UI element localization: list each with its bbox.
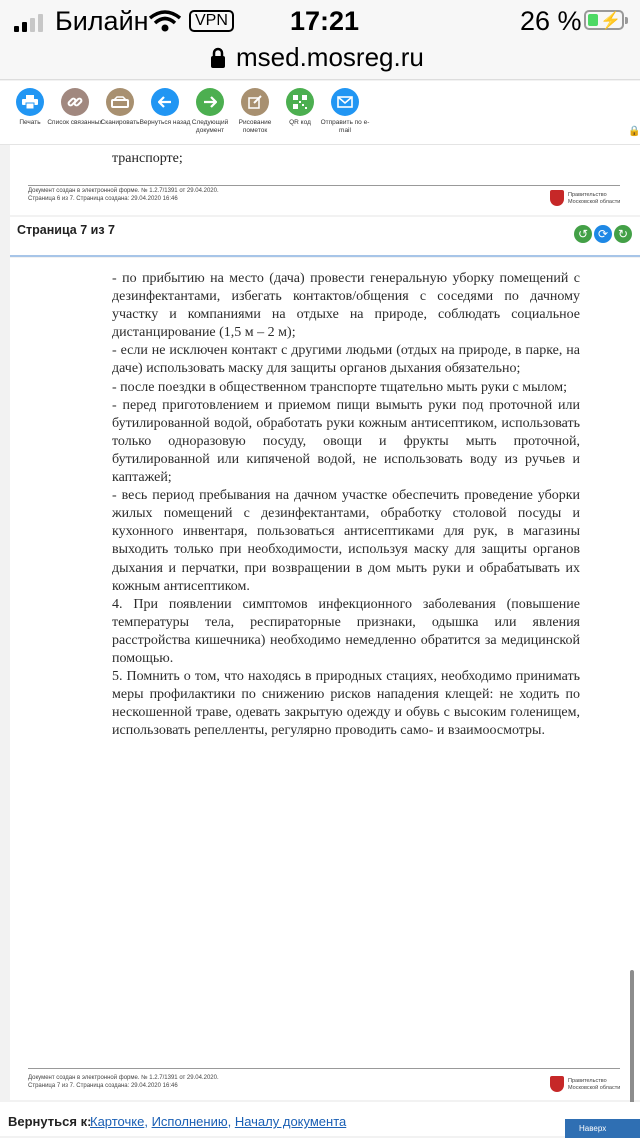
moscow-region-emblem-icon (550, 1076, 564, 1092)
print-label: Печать (19, 119, 41, 126)
pencil-icon (241, 88, 269, 116)
scan-label: Сканировать (100, 119, 140, 126)
document-toolbar (0, 81, 640, 145)
qr-icon (286, 88, 314, 116)
page-footer-line-2: Страница 7 из 7. Страница создана: 29.04.2020 16:46 (28, 1083, 178, 1089)
paragraph: 4. При появлении симптомов инфекционного заболевания (повышение температуры тела, респираторные признаки, одышка или явления расстройства кишечника) необходимо немедленно обратится за медицинской помощью. (112, 596, 580, 666)
page-title: Страница 7 из 7 (17, 223, 115, 237)
moscow-region-emblem-icon (550, 190, 564, 206)
cellular-signal-icon (14, 12, 43, 32)
paragraph: 5. Помнить о том, что находясь в природных стациях, необходимо принимать меры профилактики по снижению рисков нападения клещей: не ходить по нескошенной траве, одевать закрытую одежду и обувь с высоким голенищем, использовать репелленты, регулярно проводить само- и взаимоосмотры. (112, 669, 580, 739)
previous-page (10, 145, 640, 215)
back-label: Вернуться к: (8, 1114, 92, 1129)
mail-icon (331, 88, 359, 116)
draw-marks-label: Рисование пометок (238, 119, 272, 134)
rotate-right-icon[interactable]: ↻ (614, 225, 632, 243)
url-text[interactable]: msed.mosreg.ru (236, 42, 424, 72)
document-text (112, 270, 580, 740)
send-email-button[interactable] (316, 88, 374, 135)
clock: 17:21 (290, 6, 360, 36)
refresh-icon[interactable]: ⟳ (594, 225, 612, 243)
paragraph: - по прибытию на место (дача) провести генеральную уборку помещений с дезинфектантами, избегать контактов/общения с соседями по дачному участку и компаниями на отдыхе на природе, соблюдать социальное дистанцирование (1,5 м – 2 м); (112, 271, 580, 341)
link-icon (61, 88, 89, 116)
vpn-badge: VPN (189, 10, 234, 32)
document-page (10, 258, 640, 1100)
back-links: Карточке, Исполнению, Началу документа (90, 1114, 347, 1129)
scanner-icon (106, 88, 134, 116)
next-document-label: Следующий документ (191, 119, 229, 134)
link-document-start[interactable]: Началу документа (234, 1114, 347, 1129)
arrow-left-icon (151, 88, 179, 116)
footer-divider (28, 185, 620, 186)
wifi-icon (148, 10, 182, 32)
related-list-label: Список связанных (47, 119, 103, 126)
arrow-right-icon (196, 88, 224, 116)
status-bar (0, 0, 640, 42)
rotate-left-icon[interactable]: ↺ (574, 225, 592, 243)
scrollbar[interactable] (630, 970, 634, 1120)
lock-icon (210, 47, 226, 69)
address-bar[interactable] (0, 42, 640, 80)
back-navigation-bar (0, 1102, 640, 1136)
previous-page-footer-line-1: Документ создан в электронной форме. № 1.2.7/1391 от 29.04.2020. (28, 188, 219, 194)
emblem-caption: Правительство Московской области (568, 1078, 621, 1091)
footer-divider (28, 1068, 620, 1069)
link-execution[interactable]: Исполнению (151, 1114, 228, 1129)
battery-icon: ⚡ (584, 10, 624, 30)
small-lock-icon: 🔒 (628, 126, 640, 137)
qr-code-label: QR код (289, 119, 311, 126)
previous-page-footer-line-2: Страница 6 из 7. Страница создана: 29.04.2020 16:46 (28, 196, 178, 202)
scroll-to-top-button[interactable] (565, 1119, 640, 1138)
go-back-label: Вернуться назад (139, 119, 191, 126)
page-header (10, 217, 640, 257)
printer-icon (16, 88, 44, 116)
previous-page-last-line: транспорте; (112, 151, 183, 166)
emblem-caption: Правительство Московской области (568, 192, 621, 205)
paragraph: - перед приготовлением и приемом пищи вымыть руки под проточной или бутилированной водой, обработать руки кожным антисептиком, использовать только одноразовую посуду, овощи и фрукты мыть проточной, бутилированной или кипяченой водой, не использовать воду из ручьев и каптажей; (112, 397, 580, 486)
paragraph: - весь период пребывания на дачном участке обеспечить проведение уборки жилых помещений с дезинфектантами, обработку столовой посуды и кухонного инвентаря, пользоваться антисептиками для рук, в магазины выходить только при необходимости, используя маску для защиты органов дыхания и перчатки, при возвращении в дом мыть руки и обрабатывать их кожным антисептиком. (112, 488, 580, 594)
paragraph: - после поездки в общественном транспорте тщательно мыть руки с мылом; (112, 379, 568, 395)
battery-percent: 26 % (520, 6, 582, 36)
scroll-to-top-label: Наверх (579, 1124, 607, 1133)
link-card[interactable]: Карточке (90, 1114, 145, 1129)
carrier-name: Билайн (55, 6, 149, 36)
page-footer-line-1: Документ создан в электронной форме. № 1.2.7/1391 от 29.04.2020. (28, 1075, 219, 1081)
paragraph: - если не исключен контакт с другими людьми (отдых на природе, в парке, на даче) использовать маску для защиты органов дыхания обязательно; (112, 343, 580, 377)
send-email-label: Отправить по e-mail (320, 119, 370, 134)
